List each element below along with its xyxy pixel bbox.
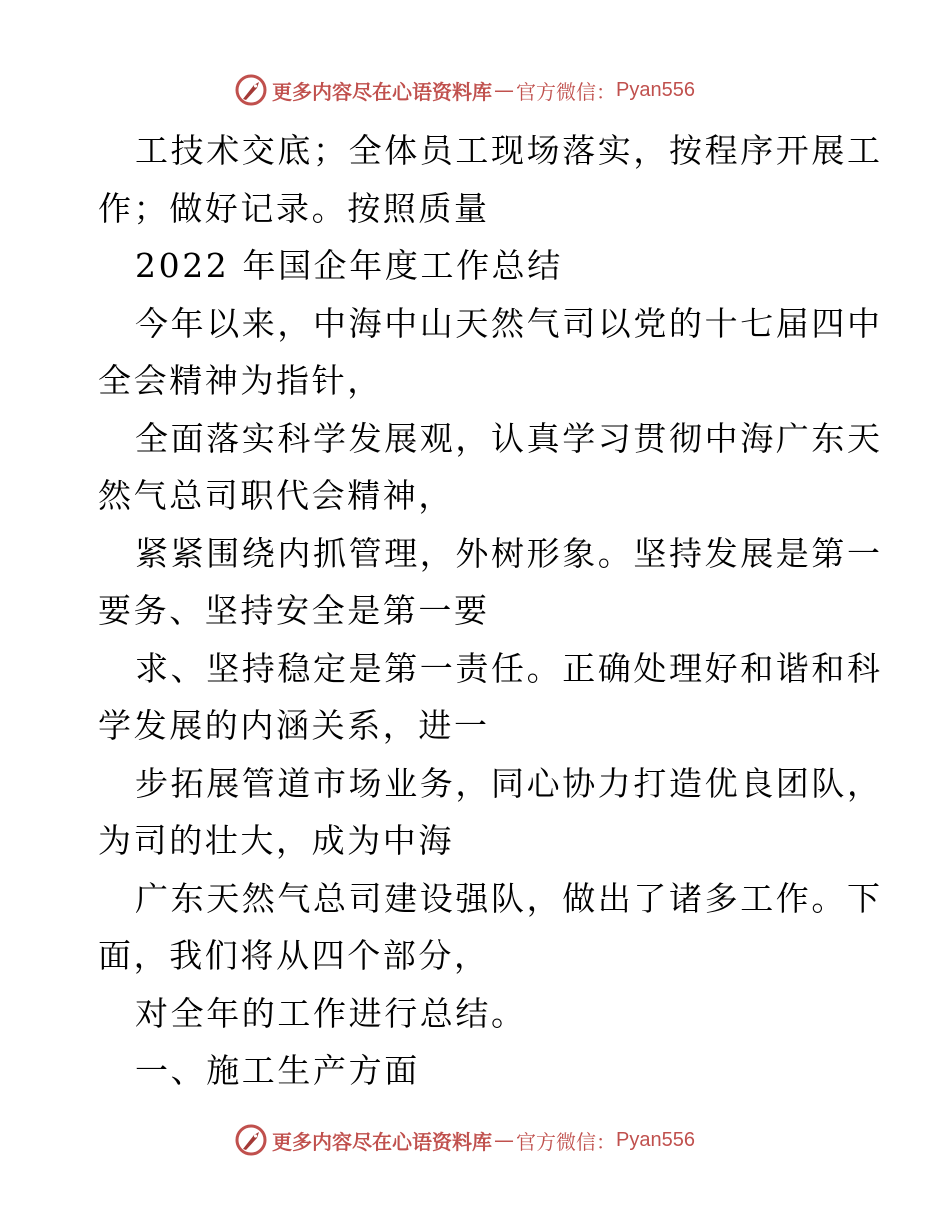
banner-wechat-id: Pyan556 bbox=[616, 1128, 695, 1151]
text-line: 紧紧围绕内抓管理，外树形象。坚持发展是第一 bbox=[135, 533, 883, 573]
banner-dash: — bbox=[494, 78, 514, 102]
text-line: 对全年的工作进行总结。 bbox=[135, 993, 527, 1033]
pen-nib-circle-logo-icon bbox=[234, 73, 268, 107]
header-watermark-banner bbox=[234, 72, 695, 108]
banner-slogan: 更多内容尽在心语资料库 bbox=[272, 79, 492, 104]
text-line: 全面落实科学发展观，认真学习贯彻中海广东天 bbox=[135, 418, 883, 458]
footer-watermark-banner bbox=[234, 1122, 695, 1158]
text-line: 然气总司职代会精神， bbox=[98, 476, 454, 515]
document-title: 2022 年国企年度工作总结 bbox=[135, 246, 563, 285]
section-heading: 一、施工生产方面 bbox=[135, 1051, 420, 1090]
banner-wechat-id: Pyan556 bbox=[616, 78, 695, 101]
text-line: 今年以来，中海中山天然气司以党的十七届四中 bbox=[135, 303, 883, 343]
text-line: 面，我们将从四个部分， bbox=[98, 936, 490, 975]
text-line: 求、坚持稳定是第一责任。正确处理好和谐和科 bbox=[135, 648, 883, 688]
pen-nib-circle-logo-icon bbox=[234, 1123, 268, 1157]
text-line: 学发展的内涵关系，进一 bbox=[98, 706, 490, 745]
banner-dash: — bbox=[494, 1128, 514, 1152]
text-line: 作；做好记录。按照质量 bbox=[98, 188, 490, 228]
banner-slogan: 更多内容尽在心语资料库 bbox=[272, 1129, 492, 1154]
document-body bbox=[98, 122, 883, 1100]
banner-wechat-label: 官方微信： bbox=[516, 1129, 616, 1154]
text-line: 全会精神为指针， bbox=[98, 361, 383, 400]
text-line: 步拓展管道市场业务，同心协力打造优良团队， bbox=[135, 763, 883, 803]
text-line: 广东天然气总司建设强队，做出了诸多工作。下 bbox=[135, 878, 883, 918]
text-line: 为司的壮大，成为中海 bbox=[98, 821, 454, 860]
text-line: 要务、坚持安全是第一要 bbox=[98, 591, 490, 630]
banner-wechat-label: 官方微信： bbox=[516, 79, 616, 104]
text-line: 工技术交底；全体员工现场落实，按程序开展工 bbox=[135, 131, 883, 170]
